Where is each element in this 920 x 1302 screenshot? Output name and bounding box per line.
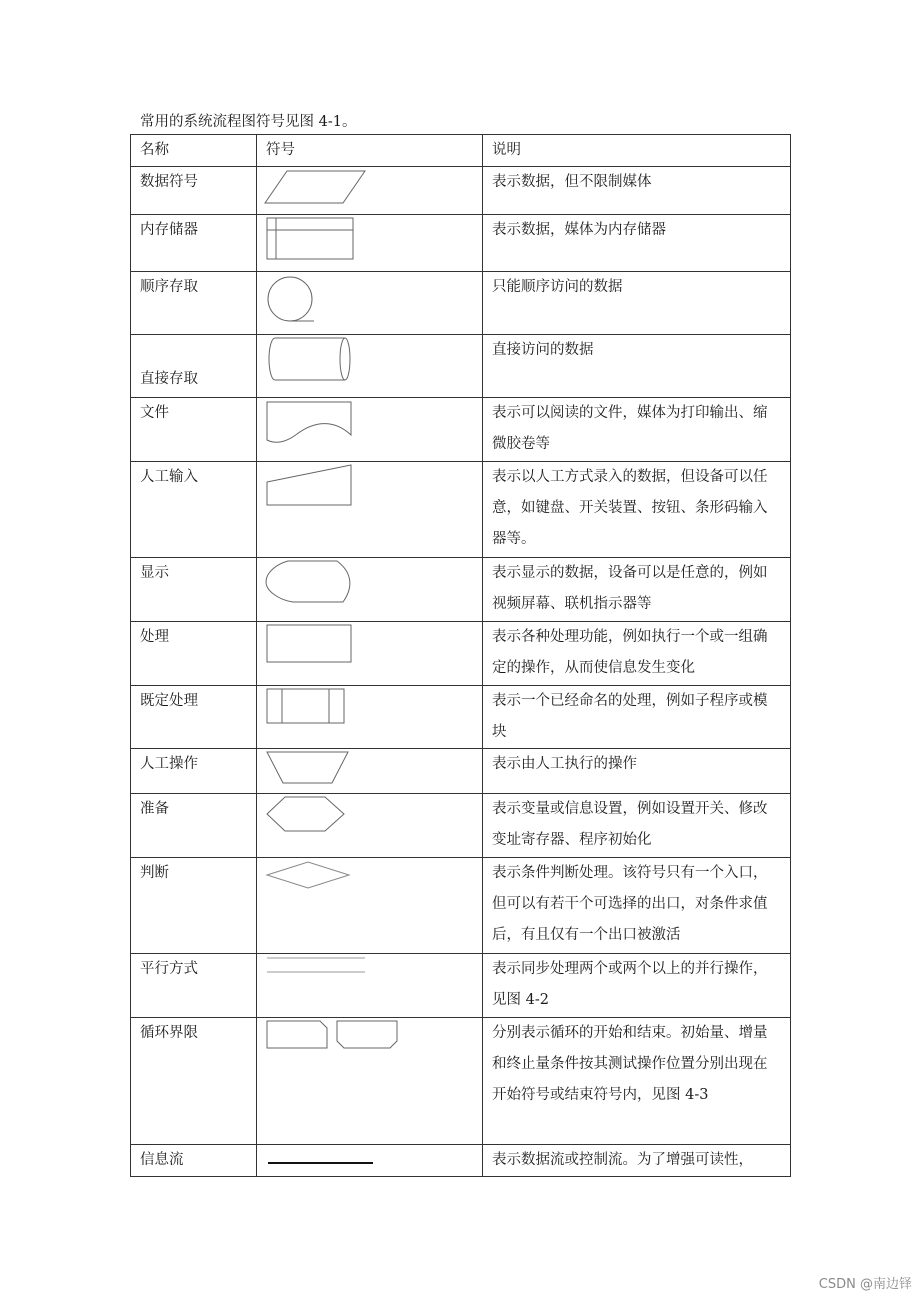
row-name: 直接存取 [131, 335, 257, 398]
row-name: 顺序存取 [131, 272, 257, 335]
table-row [131, 1018, 791, 1145]
table-row [131, 398, 791, 462]
row-name: 文件 [131, 398, 257, 462]
row-description: 分别表示循环的开始和结束。初始量、增量和终止量条件按其测试操作位置分别出现在开始符号或结束符号内，见图 4-3 [483, 1018, 791, 1145]
row-description: 表示以人工方式录入的数据，但设备可以任意，如键盘、开关装置、按钮、条形码输入器等。 [483, 462, 791, 558]
row-symbol [257, 558, 483, 622]
row-name: 平行方式 [131, 954, 257, 1018]
row-symbol [257, 335, 483, 398]
table-row [131, 622, 791, 686]
manual-operation-icon [257, 749, 483, 794]
header-symbol: 符号 [257, 135, 483, 167]
row-name: 处理 [131, 622, 257, 686]
row-description: 表示一个已经命名的处理，例如子程序或模块 [483, 686, 791, 749]
row-symbol [257, 794, 483, 858]
row-symbol [257, 858, 483, 954]
sequential-access-icon [257, 272, 483, 335]
row-description: 表示数据，但不限制媒体 [483, 167, 791, 215]
row-symbol [257, 398, 483, 462]
row-description: 表示各种处理功能，例如执行一个或一组确定的操作，从而使信息发生变化 [483, 622, 791, 686]
table-header-row [131, 135, 791, 167]
decision-icon [257, 858, 483, 954]
row-description: 表示可以阅读的文件，媒体为打印输出、缩微胶卷等 [483, 398, 791, 462]
table-row [131, 686, 791, 749]
parallel-mode-icon [257, 954, 483, 1018]
row-name: 人工操作 [131, 749, 257, 794]
table-row [131, 167, 791, 215]
row-symbol [257, 749, 483, 794]
row-name: 内存储器 [131, 215, 257, 272]
table-row [131, 1145, 791, 1177]
predefined-process-icon [257, 686, 483, 749]
table-row [131, 749, 791, 794]
row-description: 表示数据，媒体为内存储器 [483, 215, 791, 272]
row-name: 数据符号 [131, 167, 257, 215]
row-name: 人工输入 [131, 462, 257, 558]
row-symbol [257, 215, 483, 272]
row-name: 判断 [131, 858, 257, 954]
document-icon [257, 398, 483, 462]
row-symbol [257, 622, 483, 686]
row-symbol [257, 1018, 483, 1145]
row-description: 表示同步处理两个或两个以上的并行操作，见图 4-2 [483, 954, 791, 1018]
flowchart-symbol-table [130, 134, 791, 1177]
row-description: 表示数据流或控制流。为了增强可读性， [483, 1145, 791, 1177]
row-symbol [257, 954, 483, 1018]
row-description: 直接访问的数据 [483, 335, 791, 398]
header-description: 说明 [483, 135, 791, 167]
row-name: 准备 [131, 794, 257, 858]
row-description: 表示由人工执行的操作 [483, 749, 791, 794]
flow-line-icon [257, 1145, 483, 1177]
table-row [131, 794, 791, 858]
row-description: 表示显示的数据，设备可以是任意的，例如视频屏幕、联机指示器等 [483, 558, 791, 622]
row-name: 显示 [131, 558, 257, 622]
row-description: 表示条件判断处理。该符号只有一个入口，但可以有若干个可选择的出口，对条件求值后，有且仅有一个出口被激活 [483, 858, 791, 954]
table-row [131, 858, 791, 954]
manual-input-icon [257, 462, 483, 558]
loop-limit-icon [257, 1018, 483, 1145]
row-symbol [257, 1145, 483, 1177]
header-name: 名称 [131, 135, 257, 167]
parallelogram-icon [257, 167, 483, 215]
table-row [131, 558, 791, 622]
row-symbol [257, 686, 483, 749]
row-symbol [257, 272, 483, 335]
row-description: 表示变量或信息设置，例如设置开关、修改变址寄存器、程序初始化 [483, 794, 791, 858]
table-row [131, 462, 791, 558]
table-row [131, 954, 791, 1018]
table-row [131, 272, 791, 335]
table-row [131, 335, 791, 398]
table-row [131, 215, 791, 272]
row-symbol [257, 167, 483, 215]
watermark: CSDN @南边铎 [818, 1277, 912, 1292]
row-name: 循环界限 [131, 1018, 257, 1145]
row-symbol [257, 462, 483, 558]
direct-access-icon [257, 335, 483, 398]
row-description: 只能顺序访问的数据 [483, 272, 791, 335]
internal-storage-icon [257, 215, 483, 272]
process-icon [257, 622, 483, 686]
preparation-icon [257, 794, 483, 858]
intro-text: 常用的系统流程图符号见图 4-1。 [140, 114, 357, 130]
row-name: 既定处理 [131, 686, 257, 749]
row-name: 信息流 [131, 1145, 257, 1177]
display-icon [257, 558, 483, 622]
